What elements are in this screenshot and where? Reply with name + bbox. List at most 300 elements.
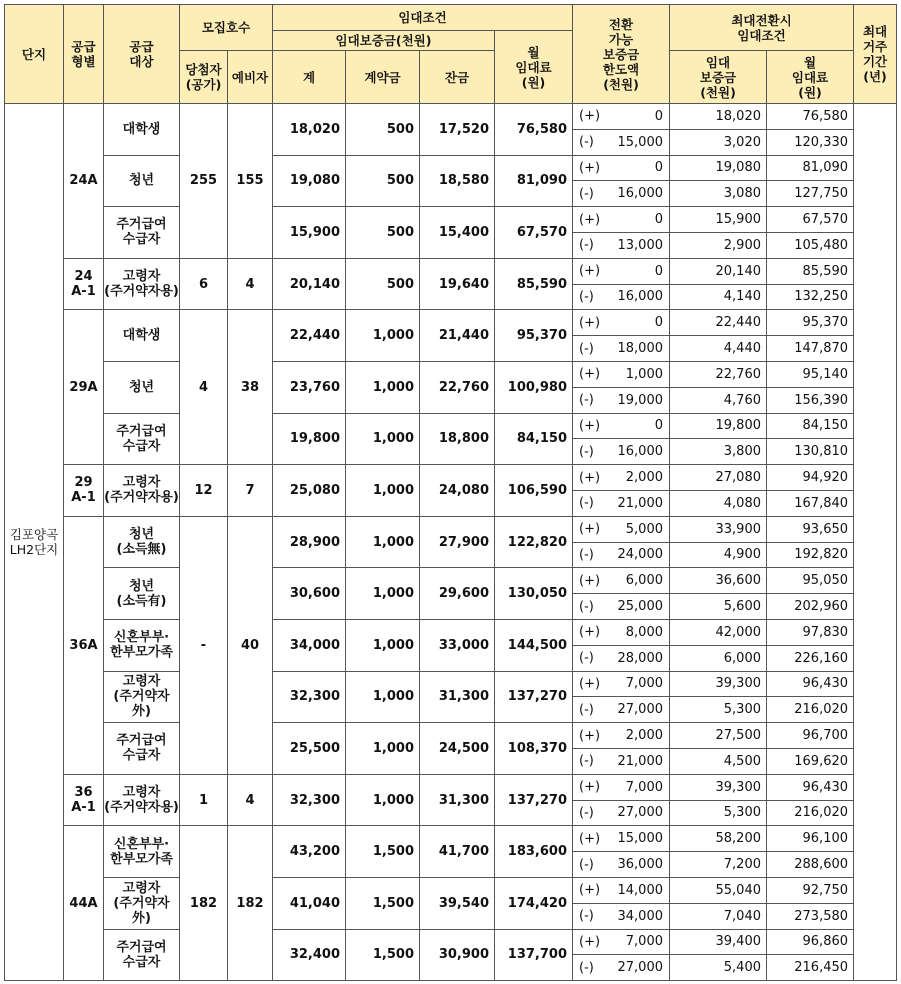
deposit-down-cell: [346, 465, 420, 517]
monthly-rent: 183,600: [507, 844, 567, 860]
supply-target: 수급자: [122, 438, 161, 454]
winner-count-cell: [180, 465, 228, 517]
table-row: [5, 155, 897, 181]
max-monthly: 288,600: [794, 857, 849, 872]
conversion-limit: 7,000: [625, 779, 663, 795]
monthly-rent-cell: [495, 104, 573, 156]
conversion-limit: 21,000: [617, 753, 663, 769]
max-deposit-cell: [670, 336, 767, 362]
reserve-count: 182: [236, 895, 264, 911]
conversion-limit-cell: [573, 800, 670, 826]
supply-target-cell: [104, 207, 180, 259]
rental-conditions-table: [4, 4, 897, 981]
max-deposit: 22,760: [715, 366, 761, 382]
supply-target: (소득無): [116, 542, 167, 558]
max-deposit: 36,600: [715, 573, 761, 589]
monthly-rent: 130,050: [507, 586, 567, 602]
max-deposit: 20,140: [715, 263, 761, 279]
conversion-limit: 0: [654, 212, 663, 228]
conversion-limit: 13,000: [617, 237, 663, 253]
monthly-rent: 137,270: [507, 689, 567, 705]
supply-type-cell: [64, 258, 104, 310]
supply-target: (주거약자外): [113, 689, 170, 720]
max-monthly-cell: [767, 361, 854, 387]
conversion-limit-cell: [573, 826, 670, 852]
conversion-sign: (-): [579, 237, 594, 253]
supply-target-cell: [104, 465, 180, 517]
conversion-limit-cell: [573, 697, 670, 723]
conversion-limit: 16,000: [617, 289, 663, 305]
deposit-down: 1,000: [372, 740, 414, 756]
conversion-limit-cell: [573, 852, 670, 878]
monthly-rent-cell: [495, 516, 573, 568]
max-deposit-cell: [670, 361, 767, 387]
conversion-limit-cell: [573, 671, 670, 697]
header-target: 공급 대상: [104, 5, 180, 104]
max-monthly: 96,430: [802, 676, 849, 692]
conversion-sign: (+): [579, 676, 601, 692]
table-row: [5, 465, 897, 491]
deposit-total-cell: [273, 413, 346, 465]
deposit-balance: 18,580: [438, 173, 489, 189]
max-monthly: 92,750: [802, 882, 849, 898]
winner-count: 1: [198, 792, 209, 808]
max-deposit-cell: [670, 594, 767, 620]
supply-target-cell: [104, 723, 180, 775]
deposit-total: 32,300: [289, 792, 340, 808]
max-deposit: 4,440: [723, 341, 761, 357]
table-row: [5, 929, 897, 955]
max-deposit: 4,900: [723, 547, 761, 563]
max-monthly: 147,870: [794, 341, 849, 357]
supply-target: 수급자: [122, 954, 161, 970]
header-max-conversion: 최대전환시 임대조건: [670, 5, 854, 51]
max-deposit: 7,200: [723, 857, 761, 872]
conversion-limit: 15,000: [617, 134, 663, 150]
reserve-count-cell: [228, 774, 273, 826]
deposit-total-cell: [273, 929, 346, 981]
header-deposit: 임대보증금(천원): [273, 31, 495, 51]
deposit-balance-cell: [420, 723, 495, 775]
max-deposit-cell: [670, 671, 767, 697]
conversion-sign: (-): [579, 753, 594, 769]
conversion-limit-cell: [573, 568, 670, 594]
monthly-rent: 67,570: [516, 224, 567, 240]
max-deposit: 39,300: [715, 779, 761, 795]
deposit-down: 500: [386, 276, 414, 292]
max-deposit-cell: [670, 258, 767, 284]
deposit-total: 18,020: [289, 121, 340, 137]
conversion-sign: (-): [579, 392, 594, 408]
supply-target: 수급자: [122, 748, 161, 764]
max-deposit: 58,200: [715, 831, 761, 847]
conversion-sign: (+): [579, 160, 601, 176]
max-monthly: 96,860: [802, 934, 849, 950]
max-deposit: 27,500: [715, 728, 761, 744]
conversion-limit: 0: [654, 315, 663, 331]
header-deposit-total: 계: [273, 51, 346, 104]
monthly-rent: 76,580: [516, 121, 567, 137]
supply-target: 청년: [128, 379, 155, 395]
conversion-sign: (-): [579, 702, 594, 718]
table-row: [5, 568, 897, 594]
conversion-limit: 28,000: [617, 650, 663, 666]
supply-target: 청년: [128, 578, 155, 594]
reserve-count-cell: [228, 516, 273, 774]
conversion-limit: 27,000: [617, 805, 663, 821]
max-monthly-cell: [767, 748, 854, 774]
conversion-limit: 34,000: [617, 908, 663, 924]
supply-target: 청년: [128, 527, 155, 543]
deposit-down-cell: [346, 774, 420, 826]
winner-count-cell: [180, 774, 228, 826]
reserve-count-cell: [228, 826, 273, 981]
header-deposit-down: 계약금: [346, 51, 420, 104]
supply-target: 고령자: [122, 674, 161, 690]
max-monthly-cell: [767, 800, 854, 826]
max-deposit-cell: [670, 284, 767, 310]
max-deposit-cell: [670, 181, 767, 207]
monthly-rent-cell: [495, 671, 573, 723]
deposit-total-cell: [273, 465, 346, 517]
max-deposit-cell: [670, 723, 767, 749]
conversion-limit-cell: [573, 129, 670, 155]
max-monthly-cell: [767, 723, 854, 749]
max-monthly-cell: [767, 955, 854, 981]
rental-conditions-table-wrapper: [4, 4, 897, 981]
conversion-limit: 18,000: [617, 341, 663, 357]
deposit-balance-cell: [420, 413, 495, 465]
conversion-sign: (+): [579, 831, 601, 847]
max-monthly: 76,580: [802, 108, 849, 124]
conversion-limit-cell: [573, 439, 670, 465]
max-deposit-cell: [670, 774, 767, 800]
supply-target: (주거약자용): [104, 284, 179, 300]
conversion-sign: (+): [579, 521, 601, 537]
supply-type: 36: [74, 785, 93, 801]
conversion-limit-cell: [573, 877, 670, 903]
monthly-rent-cell: [495, 258, 573, 310]
deposit-balance: 31,300: [438, 792, 489, 808]
conversion-limit-cell: [573, 181, 670, 207]
table-row: [5, 258, 897, 284]
max-monthly: 84,150: [802, 418, 849, 434]
max-deposit-cell: [670, 903, 767, 929]
deposit-balance-cell: [420, 258, 495, 310]
max-deposit: 22,440: [715, 315, 761, 331]
deposit-balance-cell: [420, 207, 495, 259]
conversion-limit: 0: [654, 108, 663, 124]
max-monthly-cell: [767, 645, 854, 671]
conversion-limit-cell: [573, 903, 670, 929]
conversion-limit-cell: [573, 619, 670, 645]
supply-type-cell: [64, 310, 104, 465]
deposit-down-cell: [346, 929, 420, 981]
supply-type-cell: [64, 774, 104, 826]
max-monthly: 167,840: [794, 495, 849, 511]
max-deposit: 33,900: [715, 521, 761, 537]
max-deposit-cell: [670, 542, 767, 568]
conversion-limit: 15,000: [617, 831, 663, 847]
max-deposit: 42,000: [715, 624, 761, 640]
deposit-total-cell: [273, 207, 346, 259]
max-monthly: 216,020: [794, 702, 849, 718]
supply-target-cell: [104, 774, 180, 826]
conversion-limit: 2,000: [625, 470, 663, 486]
max-deposit-cell: [670, 129, 767, 155]
monthly-rent-cell: [495, 826, 573, 878]
conversion-sign: (+): [579, 108, 601, 124]
header-winner: 당첨자 (공가): [180, 51, 228, 104]
table-row: [5, 104, 897, 130]
supply-target: (주거약자용): [104, 490, 179, 506]
max-monthly: 67,570: [802, 212, 849, 228]
max-monthly-cell: [767, 465, 854, 491]
monthly-rent: 100,980: [507, 379, 567, 395]
max-deposit-cell: [670, 619, 767, 645]
max-deposit-cell: [670, 645, 767, 671]
monthly-rent: 108,370: [507, 740, 567, 756]
max-deposit-cell: [670, 387, 767, 413]
supply-target: 한부모가족: [110, 851, 173, 867]
deposit-total-cell: [273, 723, 346, 775]
conversion-limit: 19,000: [617, 392, 663, 408]
supply-target: 고령자: [122, 475, 161, 491]
deposit-down-cell: [346, 155, 420, 207]
reserve-count: 4: [245, 792, 255, 808]
header-rent-terms: 임대조건: [273, 5, 573, 31]
conversion-sign: (-): [579, 805, 594, 821]
deposit-balance: 41,700: [438, 844, 489, 860]
deposit-balance-cell: [420, 361, 495, 413]
conversion-limit-cell: [573, 258, 670, 284]
max-monthly-cell: [767, 826, 854, 852]
winner-count-cell: [180, 826, 228, 981]
deposit-down-cell: [346, 619, 420, 671]
conversion-sign: (+): [579, 728, 601, 744]
max-monthly: 132,250: [794, 289, 849, 305]
max-deposit: 18,020: [715, 108, 761, 124]
conversion-limit-cell: [573, 723, 670, 749]
supply-target: 신혼부부·: [113, 630, 170, 646]
table-body: [5, 104, 897, 981]
supply-target: (주거약자용): [104, 800, 179, 816]
supply-target: 대학생: [122, 328, 161, 344]
conversion-sign: (-): [579, 341, 594, 357]
monthly-rent: 174,420: [507, 895, 567, 911]
deposit-total: 19,800: [289, 431, 340, 447]
supply-target: 주거급여: [116, 733, 167, 749]
deposit-balance: 22,760: [438, 379, 489, 395]
deposit-down-cell: [346, 671, 420, 723]
deposit-total: 22,440: [289, 328, 340, 344]
header-supply-type: 공급 형별: [64, 5, 104, 104]
max-deposit: 19,800: [715, 418, 761, 434]
max-monthly-cell: [767, 104, 854, 130]
deposit-balance: 30,900: [438, 947, 489, 963]
table-row: [5, 207, 897, 233]
conversion-sign: (+): [579, 779, 601, 795]
supply-target: (소득有): [116, 593, 167, 609]
conversion-sign: (-): [579, 599, 594, 615]
table-row: [5, 774, 897, 800]
reserve-count-cell: [228, 258, 273, 310]
max-monthly: 130,810: [794, 444, 849, 460]
max-monthly-cell: [767, 387, 854, 413]
deposit-down: 500: [386, 173, 414, 189]
header-reserve: 예비자: [228, 51, 273, 104]
max-deposit-cell: [670, 800, 767, 826]
conversion-sign: (+): [579, 470, 601, 486]
max-monthly: 96,100: [802, 831, 849, 847]
deposit-total-cell: [273, 826, 346, 878]
max-deposit: 39,400: [715, 934, 761, 950]
reserve-count: 38: [240, 379, 260, 395]
deposit-total: 43,200: [289, 844, 340, 860]
complex-name: LH2단지: [9, 542, 59, 558]
table-row: [5, 413, 897, 439]
max-deposit-cell: [670, 826, 767, 852]
max-monthly-cell: [767, 181, 854, 207]
conversion-limit-cell: [573, 490, 670, 516]
deposit-total-cell: [273, 568, 346, 620]
max-monthly: 273,580: [794, 908, 849, 924]
reserve-count-cell: [228, 465, 273, 517]
conversion-sign: (+): [579, 212, 601, 228]
conversion-limit-cell: [573, 929, 670, 955]
deposit-down: 1,500: [372, 947, 414, 963]
max-deposit: 39,300: [715, 676, 761, 692]
conversion-sign: (-): [579, 289, 594, 305]
header-recruit: 모집호수: [180, 5, 273, 51]
max-monthly: 216,020: [794, 805, 849, 821]
deposit-down-cell: [346, 258, 420, 310]
max-monthly-cell: [767, 207, 854, 233]
conversion-limit: 27,000: [617, 702, 663, 718]
winner-count: 182: [189, 895, 218, 911]
max-deposit-cell: [670, 439, 767, 465]
deposit-down-cell: [346, 826, 420, 878]
max-deposit: 4,500: [723, 753, 761, 769]
deposit-balance-cell: [420, 310, 495, 362]
winner-count-cell: [180, 104, 228, 259]
conversion-limit-cell: [573, 748, 670, 774]
monthly-rent-cell: [495, 413, 573, 465]
monthly-rent-cell: [495, 361, 573, 413]
max-deposit: 4,080: [723, 495, 761, 511]
supply-target-cell: [104, 361, 180, 413]
supply-target: (주거약자外): [113, 895, 170, 926]
monthly-rent: 137,270: [507, 792, 567, 808]
deposit-balance: 17,520: [438, 121, 489, 137]
deposit-down: 1,000: [372, 431, 414, 447]
supply-target-cell: [104, 671, 180, 723]
supply-target-cell: [104, 155, 180, 207]
header-max-deposit: 임대 보증금 (천원): [670, 51, 767, 104]
deposit-total-cell: [273, 258, 346, 310]
max-monthly-cell: [767, 413, 854, 439]
max-monthly-cell: [767, 284, 854, 310]
deposit-total-cell: [273, 361, 346, 413]
reserve-count: 155: [236, 173, 264, 189]
winner-count: 4: [198, 379, 209, 395]
max-deposit: 3,080: [723, 186, 761, 202]
deposit-balance: 31,300: [438, 689, 489, 705]
table-row: [5, 671, 897, 697]
table-row: [5, 826, 897, 852]
max-monthly: 169,620: [794, 753, 849, 769]
max-monthly-cell: [767, 232, 854, 258]
max-monthly-cell: [767, 439, 854, 465]
max-deposit: 4,760: [723, 392, 761, 408]
deposit-balance: 29,600: [438, 586, 489, 602]
deposit-balance: 24,080: [438, 482, 489, 498]
deposit-down: 1,000: [372, 689, 414, 705]
max-deposit: 5,300: [723, 702, 761, 718]
max-deposit-cell: [670, 413, 767, 439]
conversion-limit: 0: [654, 160, 663, 176]
deposit-total-cell: [273, 619, 346, 671]
deposit-balance-cell: [420, 619, 495, 671]
deposit-balance-cell: [420, 155, 495, 207]
deposit-total: 32,300: [289, 689, 340, 705]
monthly-rent: 137,700: [507, 947, 567, 963]
deposit-balance: 24,500: [438, 740, 489, 756]
supply-type-cell: [64, 516, 104, 774]
deposit-total-cell: [273, 774, 346, 826]
monthly-rent-cell: [495, 929, 573, 981]
conversion-limit: 27,000: [617, 960, 663, 976]
supply-target: 주거급여: [116, 939, 167, 955]
deposit-down-cell: [346, 877, 420, 929]
max-deposit-cell: [670, 955, 767, 981]
max-deposit-cell: [670, 465, 767, 491]
conversion-limit-cell: [573, 104, 670, 130]
max-monthly: 95,140: [802, 366, 849, 382]
max-deposit: 4,140: [723, 289, 761, 305]
supply-type: 36A: [69, 637, 98, 653]
conversion-limit-cell: [573, 542, 670, 568]
max-monthly: 105,480: [794, 237, 849, 253]
max-monthly-cell: [767, 129, 854, 155]
max-monthly: 97,830: [802, 624, 849, 640]
max-monthly: 94,920: [802, 470, 849, 486]
conversion-limit: 7,000: [625, 676, 663, 692]
deposit-balance: 15,400: [438, 224, 489, 240]
max-monthly-cell: [767, 852, 854, 878]
supply-type-cell: [64, 104, 104, 259]
max-deposit: 27,080: [715, 470, 761, 486]
supply-target: 주거급여: [116, 423, 167, 439]
deposit-down-cell: [346, 723, 420, 775]
supply-type: A-1: [71, 490, 96, 506]
max-deposit: 3,020: [723, 134, 761, 150]
monthly-rent-cell: [495, 155, 573, 207]
deposit-down-cell: [346, 568, 420, 620]
conversion-limit-cell: [573, 645, 670, 671]
monthly-rent: 144,500: [507, 637, 567, 653]
deposit-down: 1,000: [372, 482, 414, 498]
conversion-sign: (-): [579, 134, 594, 150]
max-deposit-cell: [670, 516, 767, 542]
conversion-limit-cell: [573, 310, 670, 336]
deposit-total: 20,140: [289, 276, 340, 292]
deposit-down: 1,000: [372, 379, 414, 395]
conversion-sign: (-): [579, 857, 594, 872]
conversion-sign: (-): [579, 908, 594, 924]
conversion-limit-cell: [573, 516, 670, 542]
conversion-limit-cell: [573, 465, 670, 491]
